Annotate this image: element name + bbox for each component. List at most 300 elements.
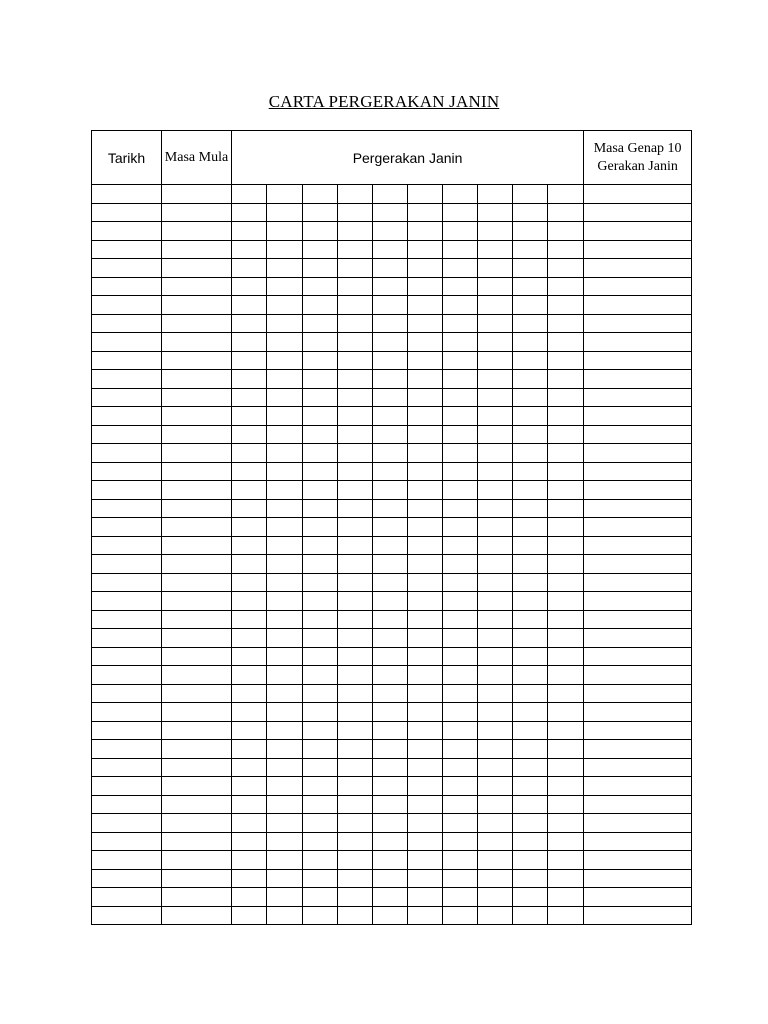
movement-cell[interactable] [443,259,478,278]
movement-cell[interactable] [408,610,443,629]
movement-cell[interactable] [232,203,267,222]
movement-cell[interactable] [408,888,443,907]
movement-cell[interactable] [408,869,443,888]
movement-cell[interactable] [408,573,443,592]
movement-cell[interactable] [478,277,513,296]
movement-cell[interactable] [513,240,548,259]
movement-cell[interactable] [408,499,443,518]
movement-cell[interactable] [443,462,478,481]
movement-cell[interactable] [478,869,513,888]
movement-cell[interactable] [408,851,443,870]
movement-cell[interactable] [513,758,548,777]
movement-cell[interactable] [267,407,303,426]
movement-cell[interactable] [232,481,267,500]
movement-cell[interactable] [267,259,303,278]
movement-cell[interactable] [232,610,267,629]
time-complete-cell[interactable] [584,814,692,833]
start-time-cell[interactable] [162,370,232,389]
movement-cell[interactable] [548,314,584,333]
movement-cell[interactable] [267,647,303,666]
time-complete-cell[interactable] [584,351,692,370]
start-time-cell[interactable] [162,740,232,759]
movement-cell[interactable] [267,555,303,574]
movement-cell[interactable] [338,777,373,796]
movement-cell[interactable] [513,351,548,370]
movement-cell[interactable] [548,444,584,463]
date-cell[interactable] [92,814,162,833]
movement-cell[interactable] [373,758,408,777]
movement-cell[interactable] [373,425,408,444]
movement-cell[interactable] [267,499,303,518]
start-time-cell[interactable] [162,499,232,518]
movement-cell[interactable] [443,721,478,740]
movement-cell[interactable] [338,684,373,703]
date-cell[interactable] [92,518,162,537]
start-time-cell[interactable] [162,795,232,814]
start-time-cell[interactable] [162,869,232,888]
movement-cell[interactable] [338,203,373,222]
time-complete-cell[interactable] [584,407,692,426]
start-time-cell[interactable] [162,832,232,851]
movement-cell[interactable] [338,351,373,370]
movement-cell[interactable] [443,832,478,851]
date-cell[interactable] [92,610,162,629]
start-time-cell[interactable] [162,259,232,278]
movement-cell[interactable] [232,222,267,241]
movement-cell[interactable] [443,222,478,241]
time-complete-cell[interactable] [584,388,692,407]
movement-cell[interactable] [513,536,548,555]
movement-cell[interactable] [303,277,338,296]
movement-cell[interactable] [373,314,408,333]
movement-cell[interactable] [408,444,443,463]
movement-cell[interactable] [513,277,548,296]
date-cell[interactable] [92,388,162,407]
time-complete-cell[interactable] [584,333,692,352]
movement-cell[interactable] [443,740,478,759]
date-cell[interactable] [92,795,162,814]
movement-cell[interactable] [303,185,338,204]
movement-cell[interactable] [232,425,267,444]
start-time-cell[interactable] [162,629,232,648]
movement-cell[interactable] [338,185,373,204]
movement-cell[interactable] [373,240,408,259]
start-time-cell[interactable] [162,277,232,296]
movement-cell[interactable] [232,906,267,925]
date-cell[interactable] [92,481,162,500]
movement-cell[interactable] [443,351,478,370]
movement-cell[interactable] [267,444,303,463]
movement-cell[interactable] [443,240,478,259]
movement-cell[interactable] [478,666,513,685]
movement-cell[interactable] [338,832,373,851]
movement-cell[interactable] [513,333,548,352]
movement-cell[interactable] [478,740,513,759]
movement-cell[interactable] [338,240,373,259]
movement-cell[interactable] [303,333,338,352]
movement-cell[interactable] [373,259,408,278]
movement-cell[interactable] [303,370,338,389]
movement-cell[interactable] [548,481,584,500]
movement-cell[interactable] [303,814,338,833]
movement-cell[interactable] [303,851,338,870]
date-cell[interactable] [92,666,162,685]
movement-cell[interactable] [548,888,584,907]
movement-cell[interactable] [303,758,338,777]
movement-cell[interactable] [303,388,338,407]
movement-cell[interactable] [443,758,478,777]
movement-cell[interactable] [443,814,478,833]
movement-cell[interactable] [303,888,338,907]
movement-cell[interactable] [443,407,478,426]
movement-cell[interactable] [443,869,478,888]
date-cell[interactable] [92,185,162,204]
movement-cell[interactable] [303,555,338,574]
movement-cell[interactable] [513,499,548,518]
movement-cell[interactable] [373,869,408,888]
movement-cell[interactable] [478,573,513,592]
movement-cell[interactable] [548,407,584,426]
movement-cell[interactable] [408,185,443,204]
movement-cell[interactable] [373,573,408,592]
movement-cell[interactable] [408,370,443,389]
date-cell[interactable] [92,222,162,241]
movement-cell[interactable] [373,462,408,481]
time-complete-cell[interactable] [584,185,692,204]
start-time-cell[interactable] [162,203,232,222]
movement-cell[interactable] [338,814,373,833]
start-time-cell[interactable] [162,592,232,611]
start-time-cell[interactable] [162,666,232,685]
movement-cell[interactable] [303,518,338,537]
date-cell[interactable] [92,314,162,333]
date-cell[interactable] [92,536,162,555]
movement-cell[interactable] [513,666,548,685]
time-complete-cell[interactable] [584,555,692,574]
movement-cell[interactable] [548,296,584,315]
movement-cell[interactable] [548,240,584,259]
movement-cell[interactable] [232,388,267,407]
date-cell[interactable] [92,370,162,389]
movement-cell[interactable] [513,203,548,222]
time-complete-cell[interactable] [584,370,692,389]
time-complete-cell[interactable] [584,647,692,666]
movement-cell[interactable] [478,555,513,574]
movement-cell[interactable] [373,203,408,222]
movement-cell[interactable] [478,629,513,648]
movement-cell[interactable] [443,629,478,648]
date-cell[interactable] [92,499,162,518]
movement-cell[interactable] [478,888,513,907]
movement-cell[interactable] [338,869,373,888]
movement-cell[interactable] [267,851,303,870]
movement-cell[interactable] [513,814,548,833]
time-complete-cell[interactable] [584,592,692,611]
movement-cell[interactable] [548,518,584,537]
movement-cell[interactable] [443,703,478,722]
movement-cell[interactable] [408,555,443,574]
movement-cell[interactable] [338,906,373,925]
time-complete-cell[interactable] [584,703,692,722]
movement-cell[interactable] [478,777,513,796]
start-time-cell[interactable] [162,721,232,740]
time-complete-cell[interactable] [584,573,692,592]
date-cell[interactable] [92,259,162,278]
movement-cell[interactable] [267,203,303,222]
start-time-cell[interactable] [162,407,232,426]
movement-cell[interactable] [303,629,338,648]
movement-cell[interactable] [267,314,303,333]
movement-cell[interactable] [443,795,478,814]
time-complete-cell[interactable] [584,481,692,500]
movement-cell[interactable] [513,444,548,463]
time-complete-cell[interactable] [584,518,692,537]
start-time-cell[interactable] [162,481,232,500]
movement-cell[interactable] [303,869,338,888]
movement-cell[interactable] [513,573,548,592]
movement-cell[interactable] [478,536,513,555]
movement-cell[interactable] [548,370,584,389]
start-time-cell[interactable] [162,703,232,722]
movement-cell[interactable] [267,277,303,296]
movement-cell[interactable] [513,388,548,407]
date-cell[interactable] [92,703,162,722]
date-cell[interactable] [92,296,162,315]
date-cell[interactable] [92,777,162,796]
movement-cell[interactable] [478,259,513,278]
movement-cell[interactable] [408,277,443,296]
movement-cell[interactable] [373,814,408,833]
movement-cell[interactable] [478,481,513,500]
movement-cell[interactable] [513,684,548,703]
movement-cell[interactable] [408,222,443,241]
movement-cell[interactable] [408,259,443,278]
movement-cell[interactable] [267,684,303,703]
movement-cell[interactable] [443,573,478,592]
movement-cell[interactable] [408,684,443,703]
movement-cell[interactable] [513,869,548,888]
start-time-cell[interactable] [162,222,232,241]
movement-cell[interactable] [338,462,373,481]
movement-cell[interactable] [408,314,443,333]
movement-cell[interactable] [408,740,443,759]
date-cell[interactable] [92,444,162,463]
movement-cell[interactable] [513,481,548,500]
movement-cell[interactable] [408,777,443,796]
movement-cell[interactable] [478,388,513,407]
movement-cell[interactable] [373,351,408,370]
movement-cell[interactable] [338,629,373,648]
movement-cell[interactable] [267,296,303,315]
movement-cell[interactable] [303,240,338,259]
date-cell[interactable] [92,351,162,370]
movement-cell[interactable] [373,185,408,204]
movement-cell[interactable] [478,333,513,352]
movement-cell[interactable] [303,647,338,666]
movement-cell[interactable] [513,740,548,759]
movement-cell[interactable] [373,721,408,740]
movement-cell[interactable] [548,388,584,407]
movement-cell[interactable] [513,721,548,740]
movement-cell[interactable] [338,499,373,518]
date-cell[interactable] [92,333,162,352]
movement-cell[interactable] [267,869,303,888]
date-cell[interactable] [92,240,162,259]
movement-cell[interactable] [267,370,303,389]
movement-cell[interactable] [267,888,303,907]
movement-cell[interactable] [373,370,408,389]
movement-cell[interactable] [232,629,267,648]
time-complete-cell[interactable] [584,888,692,907]
movement-cell[interactable] [267,795,303,814]
movement-cell[interactable] [267,703,303,722]
movement-cell[interactable] [513,518,548,537]
movement-cell[interactable] [303,906,338,925]
movement-cell[interactable] [548,795,584,814]
start-time-cell[interactable] [162,185,232,204]
movement-cell[interactable] [408,333,443,352]
movement-cell[interactable] [373,610,408,629]
movement-cell[interactable] [338,647,373,666]
date-cell[interactable] [92,851,162,870]
movement-cell[interactable] [373,444,408,463]
movement-cell[interactable] [303,481,338,500]
movement-cell[interactable] [373,666,408,685]
movement-cell[interactable] [443,610,478,629]
movement-cell[interactable] [373,777,408,796]
movement-cell[interactable] [232,888,267,907]
movement-cell[interactable] [232,185,267,204]
date-cell[interactable] [92,592,162,611]
movement-cell[interactable] [303,222,338,241]
movement-cell[interactable] [548,333,584,352]
movement-cell[interactable] [478,758,513,777]
movement-cell[interactable] [373,518,408,537]
movement-cell[interactable] [443,203,478,222]
movement-cell[interactable] [232,314,267,333]
movement-cell[interactable] [513,777,548,796]
start-time-cell[interactable] [162,444,232,463]
movement-cell[interactable] [548,462,584,481]
movement-cell[interactable] [232,869,267,888]
movement-cell[interactable] [548,573,584,592]
movement-cell[interactable] [267,185,303,204]
movement-cell[interactable] [373,499,408,518]
movement-cell[interactable] [443,777,478,796]
movement-cell[interactable] [408,703,443,722]
movement-cell[interactable] [443,684,478,703]
start-time-cell[interactable] [162,684,232,703]
date-cell[interactable] [92,869,162,888]
movement-cell[interactable] [408,425,443,444]
movement-cell[interactable] [232,277,267,296]
movement-cell[interactable] [513,462,548,481]
movement-cell[interactable] [338,425,373,444]
movement-cell[interactable] [303,351,338,370]
movement-cell[interactable] [408,240,443,259]
movement-cell[interactable] [373,536,408,555]
movement-cell[interactable] [338,333,373,352]
movement-cell[interactable] [303,296,338,315]
movement-cell[interactable] [408,203,443,222]
movement-cell[interactable] [267,758,303,777]
movement-cell[interactable] [338,277,373,296]
movement-cell[interactable] [338,795,373,814]
time-complete-cell[interactable] [584,666,692,685]
movement-cell[interactable] [513,832,548,851]
movement-cell[interactable] [443,296,478,315]
date-cell[interactable] [92,573,162,592]
start-time-cell[interactable] [162,610,232,629]
movement-cell[interactable] [443,666,478,685]
movement-cell[interactable] [303,777,338,796]
time-complete-cell[interactable] [584,610,692,629]
movement-cell[interactable] [513,795,548,814]
movement-cell[interactable] [513,314,548,333]
movement-cell[interactable] [408,647,443,666]
movement-cell[interactable] [338,407,373,426]
movement-cell[interactable] [267,814,303,833]
movement-cell[interactable] [267,481,303,500]
start-time-cell[interactable] [162,536,232,555]
movement-cell[interactable] [303,314,338,333]
movement-cell[interactable] [232,814,267,833]
movement-cell[interactable] [267,610,303,629]
movement-cell[interactable] [513,555,548,574]
time-complete-cell[interactable] [584,222,692,241]
movement-cell[interactable] [373,629,408,648]
date-cell[interactable] [92,407,162,426]
movement-cell[interactable] [408,795,443,814]
movement-cell[interactable] [232,573,267,592]
time-complete-cell[interactable] [584,832,692,851]
movement-cell[interactable] [408,666,443,685]
movement-cell[interactable] [303,407,338,426]
movement-cell[interactable] [338,314,373,333]
movement-cell[interactable] [338,555,373,574]
movement-cell[interactable] [513,647,548,666]
time-complete-cell[interactable] [584,499,692,518]
movement-cell[interactable] [267,592,303,611]
movement-cell[interactable] [338,610,373,629]
movement-cell[interactable] [303,462,338,481]
date-cell[interactable] [92,629,162,648]
date-cell[interactable] [92,740,162,759]
movement-cell[interactable] [478,314,513,333]
time-complete-cell[interactable] [584,851,692,870]
start-time-cell[interactable] [162,888,232,907]
time-complete-cell[interactable] [584,240,692,259]
movement-cell[interactable] [548,740,584,759]
movement-cell[interactable] [373,481,408,500]
movement-cell[interactable] [232,536,267,555]
movement-cell[interactable] [303,610,338,629]
movement-cell[interactable] [303,832,338,851]
movement-cell[interactable] [267,222,303,241]
time-complete-cell[interactable] [584,277,692,296]
time-complete-cell[interactable] [584,296,692,315]
movement-cell[interactable] [478,592,513,611]
movement-cell[interactable] [338,518,373,537]
movement-cell[interactable] [548,222,584,241]
movement-cell[interactable] [303,259,338,278]
movement-cell[interactable] [373,277,408,296]
movement-cell[interactable] [478,518,513,537]
time-complete-cell[interactable] [584,740,692,759]
movement-cell[interactable] [548,906,584,925]
movement-cell[interactable] [408,296,443,315]
movement-cell[interactable] [373,333,408,352]
